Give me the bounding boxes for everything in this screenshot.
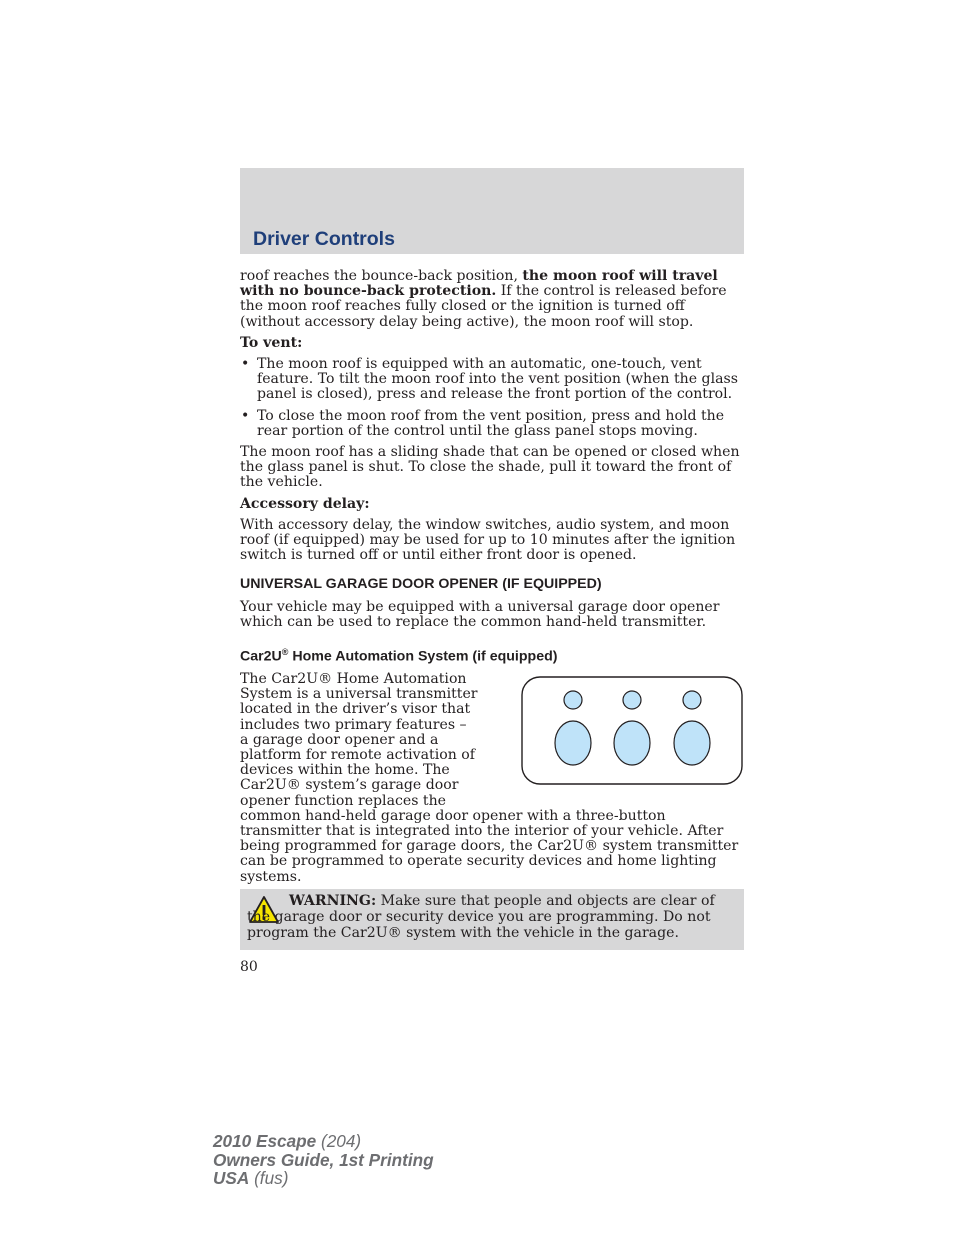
registered-mark: ® <box>281 647 289 658</box>
footer-model-code: (204) <box>316 1131 362 1151</box>
footer-line-3 <box>213 1169 434 1188</box>
garage-door-opener-heading: UNIVERSAL GARAGE DOOR OPENER (IF EQUIPPED) <box>240 576 602 593</box>
section-title: Driver Controls <box>253 228 395 250</box>
footer-line-1 <box>213 1132 434 1151</box>
car2u-heading-suffix: Home Automation System (if equipped) <box>288 648 558 665</box>
transmitter-button-2 <box>614 721 650 765</box>
section-header-bar <box>240 168 744 254</box>
transmitter-button-1 <box>555 721 591 765</box>
document-footer <box>213 1132 434 1188</box>
warning-box <box>240 889 744 950</box>
bullet-icon: • <box>241 356 250 373</box>
warning-label: WARNING: <box>289 893 377 909</box>
paragraph-bounce-back <box>240 269 744 330</box>
paragraph-accessory-delay: With accessory delay, the window switches, audio system, and moon roof (if equipped) may be used for up to 10 minutes after the ignition switch is turned off or until either front door is opened. <box>240 516 736 564</box>
footer-region-code: (fus) <box>249 1168 289 1188</box>
list-item-text: To close the moon roof from the vent position, press and hold the rear portion of the control until the glass panel stops moving. <box>257 407 725 439</box>
paragraph-garage-door-opener: Your vehicle may be equipped with a universal garage door opener which can be used to replace the common hand-held transmitter. <box>240 598 720 630</box>
footer-model: 2010 Escape <box>213 1131 317 1151</box>
car2u-heading-prefix: Car2U <box>240 648 282 665</box>
footer-region: USA <box>213 1168 250 1188</box>
vent-heading: To vent: <box>240 334 303 351</box>
accessory-delay-heading: Accessory delay: <box>240 495 370 512</box>
bullet-icon: • <box>241 407 250 424</box>
text-run: roof reaches the bounce-back position, <box>240 268 523 284</box>
page-number: 80 <box>240 959 258 975</box>
transmitter-button-3 <box>674 721 710 765</box>
footer-line-2: Owners Guide, 1st Printing <box>213 1149 434 1170</box>
list-item <box>240 357 744 403</box>
indicator-light-3 <box>683 691 701 709</box>
warning-text <box>247 893 735 941</box>
text-run: If the control is released before the moon roof reaches fully closed or the ignition is turned off (without accessory delay being active), the moon roof will stop. <box>240 283 727 330</box>
list-item <box>240 409 744 439</box>
page-content <box>240 269 744 891</box>
warning-message: Make sure that people and objects are clear of the garage door or security device you are programming. Do not program the Car2U® system with the vehicle in the garage. <box>247 893 715 941</box>
indicator-light-2 <box>623 691 641 709</box>
car2u-heading <box>240 645 744 665</box>
vent-bullet-list <box>240 357 744 439</box>
list-item-text: The moon roof is equipped with an automatic, one-touch, vent feature. To tilt the moon roof into the vent position (when the glass panel is closed), press and release the front portion of the control. <box>257 356 738 403</box>
paragraph-car2u: The Car2U® Home Automation System is a universal transmitter located in the driver’s visor that includes two primary features – a garage door opener and a platform for remote activation of devices within the home. The Car2U® system’s garage door opener function replaces the common hand-held garage door opener with a three-button transmitter that is integrated into the interior of your vehicle. After being programmed for garage doors, the Car2U® system transmitter can be programmed to operate security devices and home lighting systems. <box>240 671 739 885</box>
bold-text-run: the moon roof will travel with no bounce-back protection. <box>240 268 718 300</box>
three-button-transmitter-icon <box>488 674 754 800</box>
paragraph-shade: The moon roof has a sliding shade that can be opened or closed when the glass panel is shut. To close the shade, pull it toward the front of the vehicle. <box>240 444 740 491</box>
car2u-block <box>240 672 744 885</box>
indicator-light-1 <box>564 691 582 709</box>
